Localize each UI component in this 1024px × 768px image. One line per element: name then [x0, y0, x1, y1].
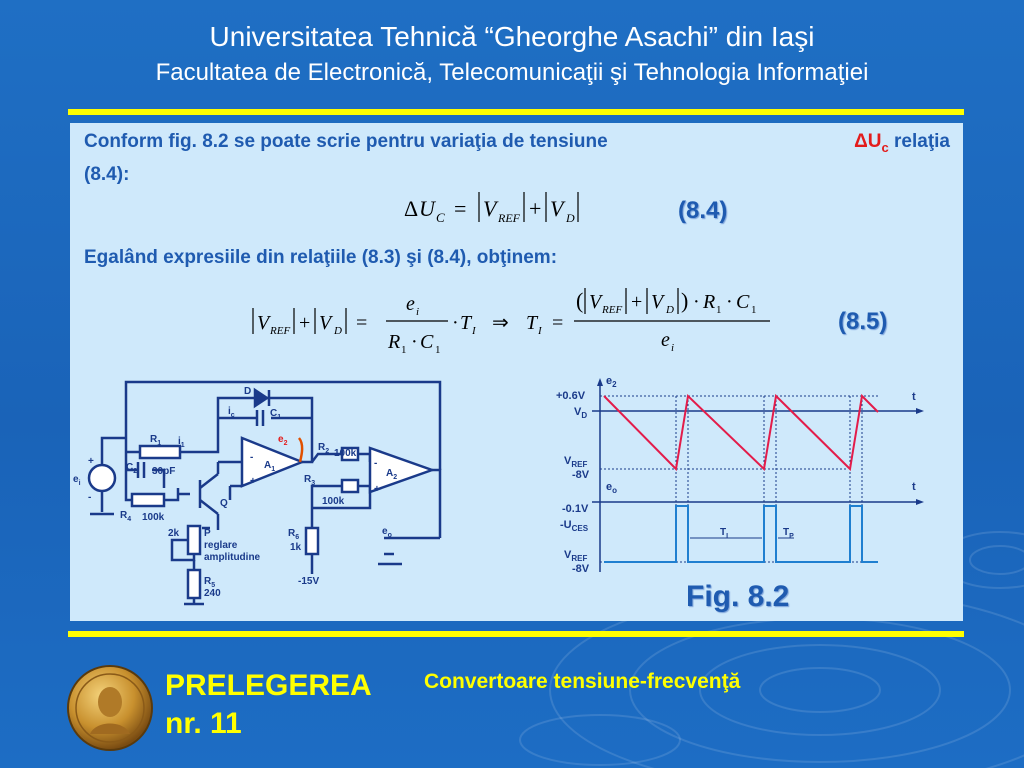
equation-8-5-number: (8.5)	[838, 308, 888, 335]
lecture-label: PRELEGEREA	[165, 669, 372, 702]
svg-text:D: D	[566, 211, 575, 225]
svg-text:REF: REF	[602, 304, 623, 316]
wave-label-minus8-2: -8V	[572, 563, 590, 575]
svg-text:C: C	[420, 331, 434, 353]
label-reglare: reglare	[204, 540, 238, 551]
medal-logo	[66, 664, 154, 752]
label-i1: $i_1$	[178, 436, 185, 449]
wave-label-t2: t	[912, 481, 916, 493]
bottom-divider	[68, 631, 964, 637]
svg-text:+: +	[631, 291, 643, 313]
label-r1: $R_1$	[150, 434, 162, 447]
svg-text:V: V	[550, 196, 564, 221]
svg-text:C: C	[436, 210, 445, 225]
plus-a1: +	[250, 476, 256, 487]
label-r5: $R_5$	[204, 576, 216, 589]
label-d: D	[244, 386, 252, 397]
university-title: Universitatea Tehnică “Gheorghe Asachi” din Iaşi	[209, 21, 815, 52]
paragraph-1-ref: (8.4):	[84, 163, 130, 185]
svg-text:=: =	[454, 196, 467, 221]
svg-text:i: i	[671, 342, 675, 354]
paragraph-1	[84, 128, 950, 188]
label-r3-val: 100k	[322, 496, 345, 507]
label-amplitudine: amplitudine	[204, 552, 261, 563]
svg-text:(: (	[576, 288, 584, 313]
waveform-diagram	[548, 372, 934, 582]
label-neg15: -15V	[298, 576, 320, 587]
svg-text:e: e	[406, 293, 415, 315]
svg-text:R: R	[388, 331, 401, 353]
svg-text:T: T	[526, 312, 538, 334]
equation-8-4-number: (8.4)	[678, 197, 728, 224]
label-r6: $R_6$	[288, 528, 300, 541]
plus-a2: +	[374, 484, 380, 495]
svg-text:Δ: Δ	[404, 196, 419, 221]
minus-a1: -	[250, 452, 254, 463]
svg-text:V: V	[589, 291, 602, 313]
svg-text:I: I	[472, 325, 476, 337]
wave-label-vd: $V_D$	[574, 406, 588, 420]
svg-text:REF: REF	[270, 325, 291, 337]
wave-label-ti: $T_I$	[720, 527, 729, 540]
wave-label-uces: $-U_{CES}$	[560, 519, 589, 533]
svg-text:=: =	[356, 312, 368, 334]
label-a1: $A_1$	[264, 460, 276, 473]
wave-label-eo: $e_o$	[606, 481, 618, 495]
eo-pulse-train	[604, 506, 878, 562]
wave-label-vref1: $V_{REF}$	[564, 455, 588, 469]
label-eo: $e_o$	[382, 526, 392, 539]
label-r2: $R_2$	[318, 442, 330, 455]
label-q: Q	[220, 498, 228, 509]
minus-a2: -	[374, 458, 378, 469]
svg-text:D: D	[334, 325, 342, 337]
faculty-title: Facultatea de Electronică, Telecomunicaţii şi Tehnologia Informaţiei	[155, 59, 869, 86]
wave-label-e2: $e_2$	[606, 375, 617, 389]
wave-label-vref2: $V_{REF}$	[564, 549, 588, 563]
svg-text:+: +	[529, 196, 542, 221]
label-p-val: 2k	[168, 528, 180, 539]
svg-text:D: D	[666, 304, 674, 316]
svg-text:e: e	[661, 329, 670, 351]
svg-text:·: ·	[693, 291, 700, 313]
svg-text:T: T	[460, 312, 472, 334]
label-r6-val: 1k	[290, 542, 302, 553]
equation-8-5	[248, 282, 788, 360]
svg-text:i: i	[416, 306, 420, 318]
wave-label-t1: t	[912, 391, 916, 403]
label-a2: $A_2$	[386, 468, 398, 481]
label-r5-val: 240	[204, 588, 221, 599]
wave-label-minus8-1: -8V	[572, 469, 590, 481]
wave-label-plus06: +0.6V	[556, 390, 586, 402]
circuit-schematic	[72, 378, 452, 618]
svg-text:I: I	[538, 325, 542, 337]
svg-text:·: ·	[452, 312, 459, 334]
lecture-topic: Convertoare tensiune-frecvenţă	[424, 670, 741, 693]
svg-text:1: 1	[751, 304, 757, 316]
svg-text:1: 1	[716, 304, 722, 316]
svg-text:REF: REF	[498, 211, 520, 225]
label-c1: $C_1$	[270, 408, 282, 421]
wave-label-tp: $T_P$	[783, 527, 794, 540]
svg-text:⇒: ⇒	[492, 312, 509, 334]
plus-sign: +	[88, 456, 94, 467]
svg-text:+: +	[299, 312, 311, 334]
figure-caption: Fig. 8.2	[686, 580, 790, 613]
label-r4: $R_4$	[120, 510, 132, 523]
svg-text:·: ·	[411, 331, 418, 353]
label-ic: $i_c$	[228, 406, 235, 419]
svg-text:C: C	[736, 291, 750, 313]
svg-text:U: U	[419, 196, 435, 221]
svg-text:V: V	[651, 291, 664, 313]
svg-text:V: V	[257, 312, 270, 334]
svg-text:V: V	[319, 312, 332, 334]
top-divider	[68, 109, 964, 115]
svg-text:R: R	[703, 291, 716, 313]
delta-uc-symbol: $\Delta U_c$	[854, 131, 889, 155]
label-c2: $C_2$	[126, 462, 138, 475]
svg-text:1: 1	[401, 344, 407, 356]
e2-sawtooth	[604, 396, 878, 469]
label-r4-val: 100k	[142, 512, 165, 523]
paragraph-1-relatia: relaţia	[894, 131, 950, 152]
minus-sign: -	[88, 492, 92, 503]
svg-text:1: 1	[435, 344, 441, 356]
paragraph-2: Egalând expresiile din relaţiile (8.3) şi (8.4), obţinem:	[84, 247, 558, 268]
label-r2-val: 100k	[334, 448, 357, 459]
label-p: P	[204, 528, 211, 539]
paragraph-1-text: Conform fig. 8.2 se poate scrie pentru variaţia de tensiune	[84, 131, 608, 152]
svg-text:V: V	[483, 196, 497, 221]
equation-8-4	[400, 186, 630, 228]
wave-label-minus01: -0.1V	[562, 503, 589, 515]
label-ei: $e_i$	[73, 474, 81, 487]
svg-text:): )	[681, 288, 689, 313]
svg-text:=: =	[552, 312, 564, 334]
label-c2-val: 30pF	[152, 466, 176, 477]
lecture-number: nr. 11	[165, 707, 242, 740]
label-e2: $e_2$	[278, 434, 288, 447]
label-r3: $R_3$	[304, 474, 316, 487]
svg-text:·: ·	[726, 291, 733, 313]
